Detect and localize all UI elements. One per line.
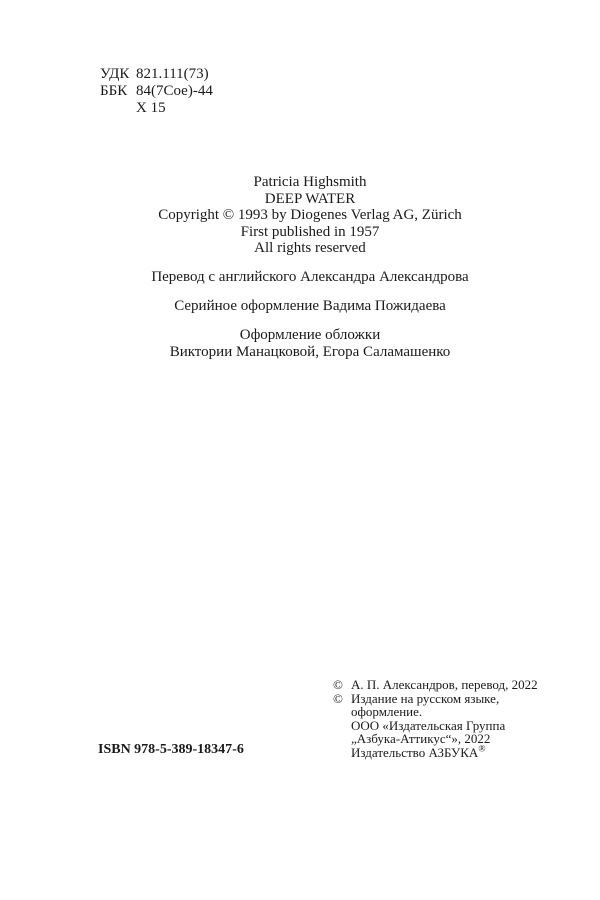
center-column <box>110 174 510 360</box>
classification-block <box>100 66 213 117</box>
copyright-text: А. П. Александров, перевод, 2022 <box>351 677 538 692</box>
udk-line <box>100 66 213 83</box>
first-published-line: First published in 1957 <box>240 223 380 240</box>
copyright-line: Copyright © 1993 by Diogenes Verlag AG, Zürich <box>158 207 462 223</box>
cover-design-names: Виктории Манацковой, Егора Саламашенко <box>169 343 451 360</box>
bbk-label: ББК <box>100 83 128 99</box>
rights-line: All rights reserved <box>254 240 366 256</box>
copyright-item <box>333 732 538 746</box>
copyright-text: оформление. <box>351 704 423 719</box>
publisher-name: Издательство АЗБУКА <box>351 744 479 760</box>
copyright-item <box>333 719 538 733</box>
udk-value: 821.111(73) <box>136 66 209 82</box>
registered-trademark-symbol: ® <box>478 744 486 755</box>
copyright-symbol: © <box>333 677 343 692</box>
author-name: Patricia Highsmith <box>253 174 367 190</box>
copyright-item <box>333 678 538 692</box>
copyright-symbol: © <box>333 690 343 706</box>
author-sign-line <box>100 100 213 117</box>
cover-design-heading: Оформление обложки <box>239 327 381 343</box>
author-sign-value: Х 15 <box>136 100 166 116</box>
copyright-text: „Азбука-Аттикус“», 2022 <box>351 731 491 746</box>
copyright-item <box>333 705 538 719</box>
isbn: ISBN 978-5-389-18347-6 <box>98 742 244 757</box>
copyright-text: ООО «Издательская Группа <box>351 717 506 733</box>
translation-credit: Перевод с английского Александра Александрова <box>151 269 469 285</box>
copyright-block <box>333 678 538 759</box>
copyright-item <box>333 746 538 760</box>
copyright-text: Издание на русском языке, <box>351 690 500 706</box>
copyright-item <box>333 692 538 706</box>
bbk-line <box>100 83 213 100</box>
bbk-value: 84(7Сое)-44 <box>136 83 213 99</box>
udk-label: УДК <box>100 66 130 82</box>
book-title: DEEP WATER <box>264 190 356 207</box>
series-design-credit: Серийное оформление Вадима Пожидаева <box>174 298 446 314</box>
